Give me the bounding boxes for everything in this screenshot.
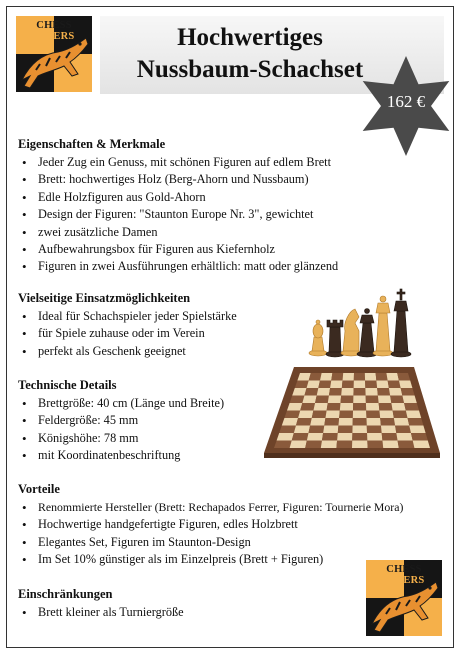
board-square	[366, 418, 380, 426]
section-uses	[18, 290, 237, 360]
board-square	[354, 373, 365, 381]
board-square	[309, 373, 322, 381]
board-square	[343, 373, 354, 381]
board-square	[322, 433, 338, 441]
board-square	[290, 396, 305, 404]
board-square	[320, 373, 332, 381]
board-square	[353, 411, 367, 419]
board-square	[377, 388, 390, 396]
board-square	[298, 411, 313, 419]
board-square	[282, 418, 298, 426]
board-square	[325, 411, 339, 419]
board-square	[338, 418, 352, 426]
board-square	[353, 418, 367, 426]
board-square	[308, 426, 324, 434]
board-square	[393, 411, 408, 419]
board-square	[409, 426, 425, 434]
section-advantages	[18, 481, 403, 569]
board-square	[390, 396, 404, 404]
list-item: • Im Set 10% günstiger als im Einzelpreis (Brett + Figuren)	[18, 551, 403, 568]
board-square	[365, 381, 377, 389]
board-square	[353, 403, 366, 411]
board-square	[406, 411, 421, 419]
board-square	[352, 441, 368, 449]
list-item: • Edle Holzfiguren aus Gold-Ahorn	[18, 189, 338, 206]
board-square	[312, 411, 327, 419]
list-item: • Feldergröße: 45 mm	[18, 412, 224, 429]
board-square	[367, 426, 382, 434]
board-square	[338, 426, 353, 434]
board-square	[315, 396, 329, 404]
board-square	[376, 373, 388, 381]
board-square	[353, 396, 366, 404]
section-title: Vorteile	[18, 482, 60, 496]
list-item: • zwei zusätzliche Damen	[18, 224, 338, 241]
section-features	[18, 136, 338, 276]
board-square	[339, 411, 353, 419]
board-square	[398, 441, 415, 449]
board-square	[292, 433, 309, 441]
board-square	[381, 426, 396, 434]
board-square	[304, 388, 318, 396]
board-square	[317, 388, 330, 396]
list-item: • für Spiele zuhause oder im Verein	[18, 325, 237, 342]
tiger-icon	[366, 574, 442, 636]
board-square	[310, 418, 325, 426]
board-square	[353, 388, 365, 396]
section-technical	[18, 377, 224, 465]
board-square	[376, 381, 389, 389]
board-square	[411, 433, 428, 441]
board-square	[366, 396, 379, 404]
board-square	[330, 381, 342, 389]
board-square	[284, 411, 300, 419]
board-square	[394, 418, 409, 426]
board-square	[300, 403, 315, 411]
chess-tigers-logo-bottom: CHESS TIGERS	[366, 560, 442, 636]
board-square	[365, 373, 377, 381]
board-square	[389, 388, 402, 396]
page-title: Hochwertiges Nussbaum-Schachset	[136, 24, 364, 83]
board-square	[274, 441, 292, 449]
section-title: Vielseitige Einsatzmöglichkeiten	[18, 291, 191, 305]
list-item: • Elegantes Set, Figuren im Staunton-Design	[18, 534, 403, 551]
board-square	[328, 396, 341, 404]
list-item: • Ideal für Schachspieler jeder Spielstärke	[18, 308, 237, 325]
board-square	[379, 403, 393, 411]
list-item: • Hochwertige handgefertigte Figuren, edles Holzbrett	[18, 516, 403, 533]
board-square	[354, 381, 366, 389]
section-title: Einschränkungen	[18, 587, 113, 601]
board-square	[279, 426, 296, 434]
section-title: Eigenschaften & Merkmale	[18, 137, 166, 151]
list-item: • Jeder Zug ein Genuss, mit schönen Figuren auf edlem Brett	[18, 154, 338, 171]
board-square	[337, 433, 352, 441]
board-square	[397, 373, 410, 381]
chess-tigers-logo: CHESS TIGERS	[16, 16, 92, 92]
board-square	[302, 396, 316, 404]
section-title: Technische Details	[18, 378, 117, 392]
board-square	[413, 441, 430, 449]
board-square	[367, 433, 382, 441]
board-square	[307, 433, 323, 441]
board-square	[331, 373, 343, 381]
board-square	[366, 403, 379, 411]
board-square	[396, 433, 412, 441]
board-square	[287, 403, 302, 411]
board-square	[321, 441, 337, 449]
board-square	[386, 373, 399, 381]
board-square	[402, 396, 416, 404]
chess-pieces-image	[305, 287, 415, 361]
board-square	[341, 388, 353, 396]
board-square	[340, 396, 353, 404]
board-square	[324, 418, 339, 426]
price-label: 162 €	[386, 92, 426, 111]
chess-board-image	[262, 365, 440, 459]
board-square	[323, 426, 338, 434]
board-square	[367, 441, 383, 449]
tiger-icon	[16, 30, 92, 92]
board-square	[296, 418, 312, 426]
board-square	[379, 411, 393, 419]
board-square	[294, 426, 310, 434]
list-item: • mit Koordinatenbeschriftung	[18, 447, 224, 464]
board-square	[327, 403, 341, 411]
board-square	[404, 403, 419, 411]
board-square	[336, 441, 352, 449]
list-item: • Renommierte Hersteller (Brett: Rechapados Ferrer, Figuren: Tournerie Mora)	[18, 499, 403, 516]
board-square	[342, 381, 354, 389]
board-square	[352, 433, 367, 441]
section-limitations	[18, 586, 184, 621]
list-item: • Aufbewahrungsbox für Figuren aus Kiefernholz	[18, 241, 338, 258]
board-square	[388, 381, 401, 389]
board-square	[408, 418, 424, 426]
board-square	[380, 418, 395, 426]
board-square	[277, 433, 294, 441]
board-square	[307, 381, 320, 389]
board-square	[378, 396, 391, 404]
board-square	[382, 441, 398, 449]
list-item: • Königshöhe: 78 mm	[18, 430, 224, 447]
list-item: • Design der Figuren: "Staunton Europe Nr. 3", gewichtet	[18, 206, 338, 223]
list-item: • Brett kleiner als Turniergröße	[18, 604, 184, 621]
list-item: • Brett: hochwertiges Holz (Berg-Ahorn und Nussbaum)	[18, 171, 338, 188]
board-square	[365, 388, 378, 396]
board-square	[352, 426, 367, 434]
board-square	[395, 426, 411, 434]
board-square	[313, 403, 327, 411]
board-square	[399, 381, 412, 389]
board-square	[382, 433, 398, 441]
board-square	[366, 411, 380, 419]
board-square	[329, 388, 342, 396]
board-square	[305, 441, 322, 449]
board-square	[401, 388, 415, 396]
list-item: • perfekt als Geschenk geeignet	[18, 343, 237, 360]
board-square	[391, 403, 405, 411]
list-item: • Figuren in zwei Ausführungen erhältlich: matt oder glänzend	[18, 258, 338, 275]
list-item: • Brettgröße: 40 cm (Länge und Breite)	[18, 395, 224, 412]
board-square	[340, 403, 353, 411]
board-square	[318, 381, 331, 389]
board-square	[290, 441, 307, 449]
